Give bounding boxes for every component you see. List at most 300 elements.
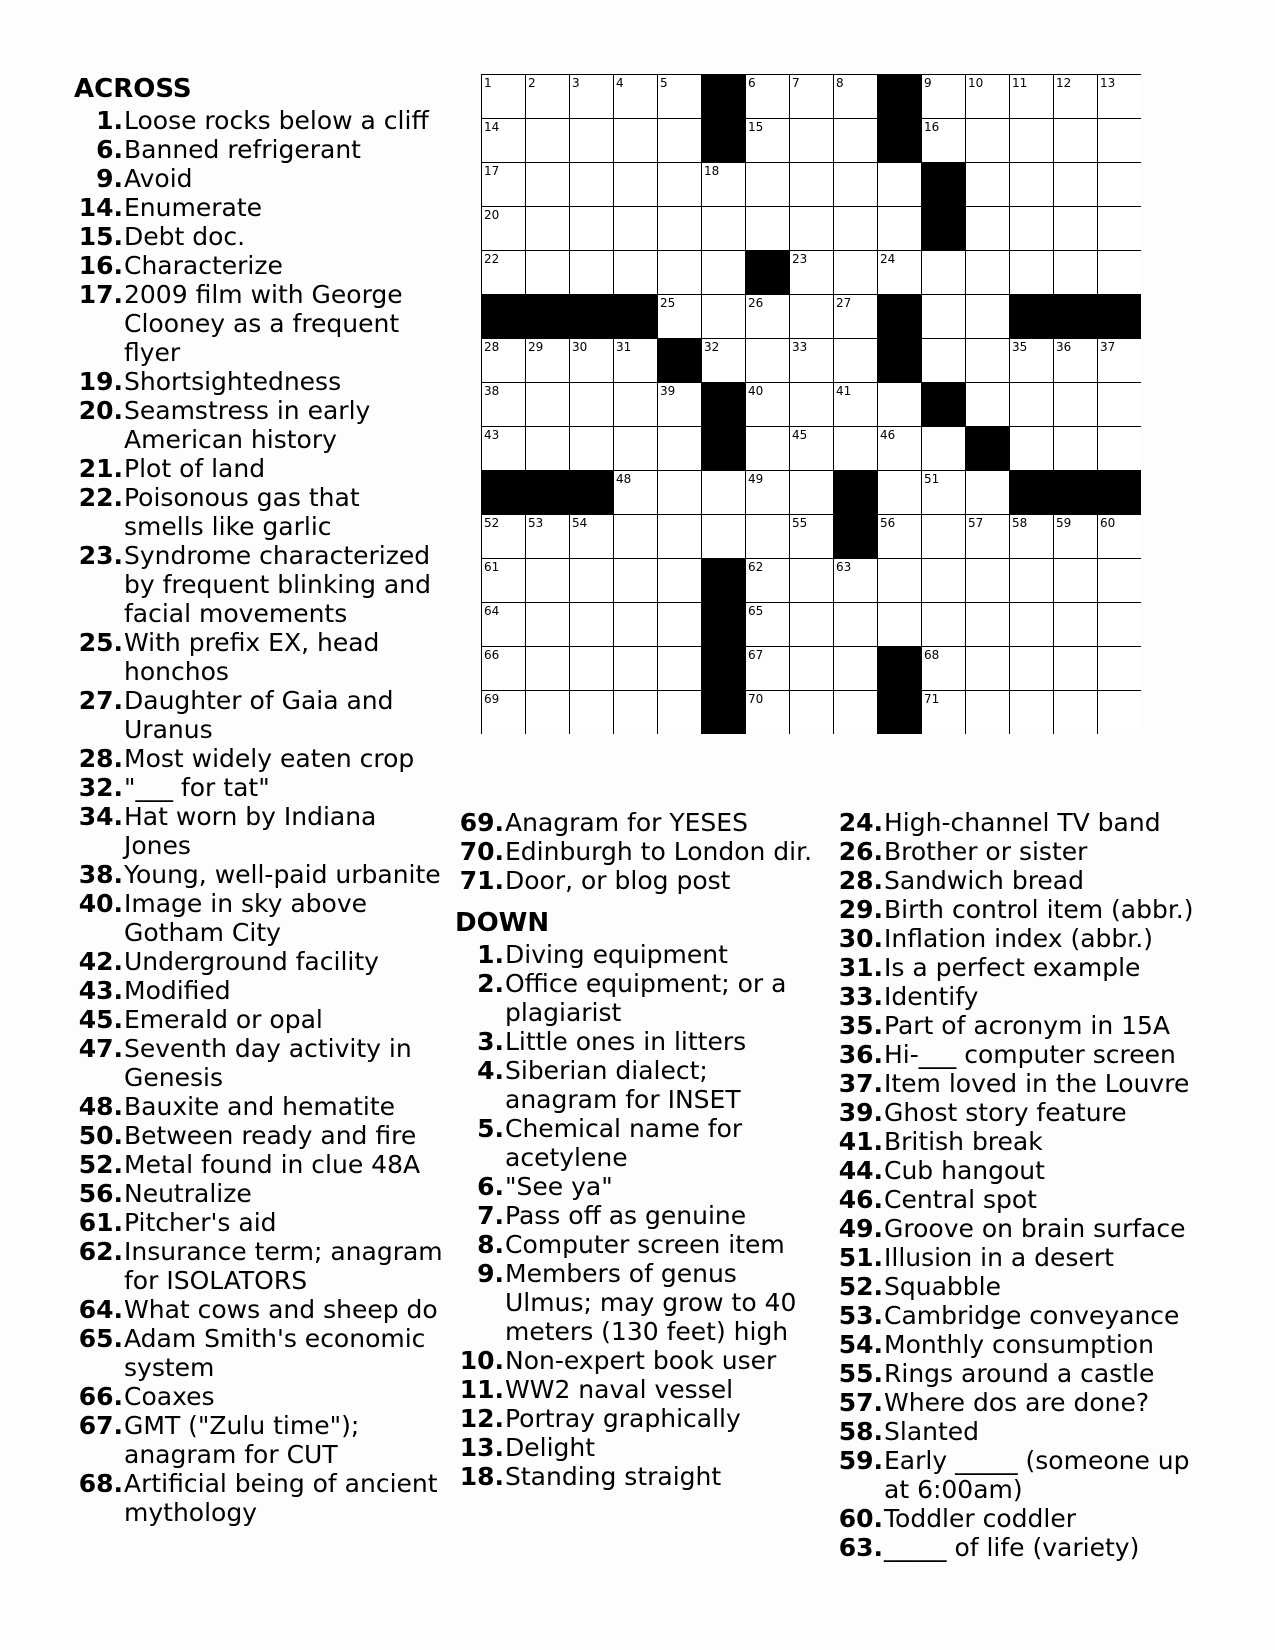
grid-cell[interactable] [614,251,658,295]
clue-number: 66. [78,1382,123,1411]
grid-cell[interactable] [658,515,702,559]
down-clue [834,1446,1204,1504]
across-clue [74,1411,446,1469]
grid-cell[interactable] [658,207,702,251]
grid-cell[interactable] [526,119,570,163]
clue-text: Daughter of Gaia and Uranus [124,686,394,744]
grid-cell[interactable] [1054,163,1098,207]
clue-number: 44. [838,1156,883,1185]
across-clue [74,1382,446,1411]
grid-cell[interactable] [746,163,790,207]
grid-cell[interactable] [614,427,658,471]
clue-number: 56. [78,1179,123,1208]
clue-number: 25. [78,628,123,657]
grid-cell[interactable] [1054,119,1098,163]
clue-number: 53. [838,1301,883,1330]
across-clue [74,1034,446,1092]
grid-cell[interactable] [614,691,658,735]
grid-cell[interactable] [790,163,834,207]
cell-number: 35 [1012,340,1028,354]
cell-number: 11 [1012,76,1028,90]
clue-number: 1. [96,106,123,135]
grid-cell[interactable] [658,427,702,471]
grid-cell[interactable] [614,119,658,163]
clue-text: Characterize [124,251,283,280]
down-clue [834,837,1204,866]
grid-cell[interactable] [526,559,570,603]
clue-number: 20. [78,396,123,425]
grid-cell[interactable] [1010,427,1054,471]
grid-block [526,471,570,515]
grid-block [702,75,746,119]
clue-text: Door, or blog post [505,866,731,895]
across-clue [74,889,446,947]
grid-cell[interactable] [614,207,658,251]
grid-cell[interactable] [702,471,746,515]
clue-number: 57. [838,1388,883,1417]
grid-cell[interactable] [614,163,658,207]
clue-text: Hat worn by Indiana Jones [124,802,377,860]
clue-number: 1. [477,940,504,969]
grid-cell[interactable] [746,339,790,383]
grid-cell[interactable] [834,163,878,207]
clue-text: Most widely eaten crop [124,744,415,773]
grid-cell[interactable] [702,515,746,559]
down-clue [455,1404,825,1433]
grid-cell[interactable] [966,339,1010,383]
clue-text: Portray graphically [505,1404,741,1433]
clue-number: 11. [459,1375,504,1404]
grid-cell[interactable] [922,251,966,295]
grid-cell[interactable] [570,207,614,251]
grid-cell[interactable] [1098,119,1142,163]
clue-number: 29. [838,895,883,924]
clue-text: Seventh day activity in Genesis [124,1034,412,1092]
clue-number: 13. [459,1433,504,1462]
grid-cell[interactable] [1010,647,1054,691]
grid-cell[interactable] [966,119,1010,163]
grid-block [834,515,878,559]
grid-cell[interactable] [658,471,702,515]
grid-cell[interactable] [834,251,878,295]
grid-cell[interactable] [1010,559,1054,603]
grid-cell[interactable] [966,647,1010,691]
cell-number: 22 [484,252,500,266]
across-clue [74,483,446,541]
grid-cell[interactable] [1054,647,1098,691]
clue-number: 63. [838,1533,883,1562]
clue-text: Standing straight [505,1462,722,1491]
cell-number: 49 [748,472,764,486]
cell-number: 30 [572,340,588,354]
grid-cell[interactable] [790,647,834,691]
grid-cell[interactable] [702,207,746,251]
down-clue [834,1417,1204,1446]
down-clue [455,1056,825,1114]
cell-number: 28 [484,340,500,354]
grid-block [658,339,702,383]
clue-number: 55. [838,1359,883,1388]
grid-block [878,691,922,735]
down-clue [834,1127,1204,1156]
grid-block [702,383,746,427]
cell-number: 32 [704,340,720,354]
grid-cell[interactable] [526,647,570,691]
clue-number: 52. [838,1272,883,1301]
clue-text: Part of acronym in 15A [884,1011,1171,1040]
down-clue [455,1346,825,1375]
grid-cell[interactable] [702,295,746,339]
clue-text: Brother or sister [884,837,1088,866]
across-clue [74,106,446,135]
grid-cell[interactable] [614,383,658,427]
grid-block [922,163,966,207]
cell-number: 26 [748,296,764,310]
down-clue [834,1330,1204,1359]
clue-number: 39. [838,1098,883,1127]
across-clue [74,251,446,280]
across-clue [74,193,446,222]
grid-cell[interactable] [570,383,614,427]
down-clue [455,1114,825,1172]
cell-number: 70 [748,692,764,706]
clue-text: Where dos are done? [884,1388,1150,1417]
grid-cell[interactable] [614,515,658,559]
clue-number: 36. [838,1040,883,1069]
grid-cell[interactable] [1098,559,1142,603]
down-clue [834,1359,1204,1388]
grid-cell[interactable] [570,559,614,603]
clue-text: Slanted [884,1417,980,1446]
grid-cell[interactable] [570,427,614,471]
clue-number: 16. [78,251,123,280]
grid-cell[interactable] [570,691,614,735]
grid-cell[interactable] [1010,691,1054,735]
grid-block [1098,471,1142,515]
grid-cell[interactable] [966,207,1010,251]
grid-cell[interactable] [922,559,966,603]
grid-cell[interactable] [922,295,966,339]
grid-cell[interactable] [1098,647,1142,691]
grid-cell[interactable] [658,691,702,735]
grid-block [482,295,526,339]
across-clue [74,1469,446,1527]
cell-number: 1 [484,76,492,90]
grid-cell[interactable] [966,251,1010,295]
grid-cell[interactable] [790,383,834,427]
grid-cell[interactable] [834,647,878,691]
clue-number: 38. [78,860,123,889]
grid-cell[interactable] [1054,691,1098,735]
grid-block [526,295,570,339]
grid-cell[interactable] [1054,427,1098,471]
grid-cell[interactable] [878,163,922,207]
grid-cell[interactable] [878,471,922,515]
cell-number: 63 [836,560,852,574]
grid-cell[interactable] [790,691,834,735]
grid-block [1054,295,1098,339]
grid-cell[interactable] [614,559,658,603]
grid-cell[interactable] [658,251,702,295]
across-clue [74,135,446,164]
grid-cell[interactable] [922,339,966,383]
grid-cell[interactable] [834,339,878,383]
grid-cell[interactable] [526,691,570,735]
grid-block [878,647,922,691]
across-clue [74,686,446,744]
grid-cell[interactable] [966,163,1010,207]
clue-text: Item loved in the Louvre [884,1069,1190,1098]
grid-block [614,295,658,339]
grid-cell[interactable] [570,647,614,691]
cell-number: 52 [484,516,500,530]
grid-cell[interactable] [702,251,746,295]
grid-cell[interactable] [834,119,878,163]
clue-text: Artificial being of ancient mythology [124,1469,438,1527]
clue-text: Birth control item (abbr.) [884,895,1194,924]
cell-number: 6 [748,76,756,90]
grid-cell[interactable] [570,163,614,207]
down-heading: DOWN [455,908,550,938]
clue-text: Insurance term; anagram for ISOLATORS [124,1237,443,1295]
clue-number: 50. [78,1121,123,1150]
grid-cell[interactable] [1098,251,1142,295]
grid-cell[interactable] [746,515,790,559]
grid-block [570,471,614,515]
cell-number: 48 [616,472,632,486]
grid-block [966,427,1010,471]
across-clue [74,1179,446,1208]
clue-number: 40. [78,889,123,918]
grid-cell[interactable] [878,383,922,427]
clue-number: 12. [459,1404,504,1433]
clue-number: 69. [459,808,504,837]
grid-cell[interactable] [526,427,570,471]
clue-text: Plot of land [124,454,266,483]
across-clue [74,1092,446,1121]
grid-cell[interactable] [570,603,614,647]
grid-cell[interactable] [1010,383,1054,427]
across-clue [74,1005,446,1034]
cell-number: 59 [1056,516,1072,530]
grid-cell[interactable] [746,207,790,251]
clue-text: Image in sky above Gotham City [124,889,367,947]
grid-cell[interactable] [1054,251,1098,295]
cell-number: 43 [484,428,500,442]
cell-number: 18 [704,164,720,178]
cell-number: 58 [1012,516,1028,530]
grid-cell[interactable] [1010,163,1054,207]
clue-number: 6. [477,1172,504,1201]
clue-number: 2. [477,969,504,998]
cell-number: 20 [484,208,500,222]
grid-cell[interactable] [966,691,1010,735]
grid-cell[interactable] [922,515,966,559]
grid-cell[interactable] [570,251,614,295]
cell-number: 69 [484,692,500,706]
grid-cell[interactable] [746,427,790,471]
across-heading: ACROSS [74,74,192,104]
down-clue [834,1533,1204,1562]
clue-number: 7. [477,1201,504,1230]
down-clue [834,1040,1204,1069]
down-clue [834,953,1204,982]
grid-cell[interactable] [526,251,570,295]
down-clue [834,808,1204,837]
grid-cell[interactable] [658,559,702,603]
clue-text: Banned refrigerant [124,135,361,164]
clue-number: 27. [78,686,123,715]
clue-text: Seamstress in early American history [124,396,371,454]
grid-cell[interactable] [966,295,1010,339]
clue-text: Edinburgh to London dir. [505,837,813,866]
clue-text: Modified [124,976,231,1005]
across-clue [74,1324,446,1382]
grid-cell[interactable] [790,559,834,603]
clue-text: Diving equipment [505,940,728,969]
grid-cell[interactable] [1098,163,1142,207]
clue-number: 42. [78,947,123,976]
clue-number: 33. [838,982,883,1011]
grid-cell[interactable] [526,383,570,427]
down-clue [455,1259,825,1346]
grid-cell[interactable] [1010,603,1054,647]
clue-text: Non-expert book user [505,1346,777,1375]
clue-number: 28. [78,744,123,773]
grid-cell[interactable] [966,471,1010,515]
clue-number: 19. [78,367,123,396]
grid-cell[interactable] [966,559,1010,603]
grid-cell[interactable] [834,207,878,251]
grid-cell[interactable] [790,295,834,339]
grid-cell[interactable] [834,691,878,735]
down-clue [834,1214,1204,1243]
grid-cell[interactable] [1098,383,1142,427]
grid-cell[interactable] [526,163,570,207]
cell-number: 67 [748,648,764,662]
grid-cell[interactable] [790,603,834,647]
clue-number: 60. [838,1504,883,1533]
down-clue-list-continued [834,808,1204,1562]
clue-text: Central spot [884,1185,1037,1214]
cell-number: 64 [484,604,500,618]
across-clue [74,1121,446,1150]
cell-number: 13 [1100,76,1116,90]
cell-number: 65 [748,604,764,618]
clue-text: Young, well-paid urbanite [124,860,441,889]
grid-cell[interactable] [658,119,702,163]
clue-text: Cambridge conveyance [884,1301,1180,1330]
across-clue [74,947,446,976]
grid-cell[interactable] [922,603,966,647]
grid-cell[interactable] [1054,383,1098,427]
grid-block [702,119,746,163]
grid-cell[interactable] [878,603,922,647]
down-clue [834,1098,1204,1127]
clue-number: 58. [838,1417,883,1446]
grid-cell[interactable] [614,603,658,647]
grid-cell[interactable] [570,119,614,163]
cell-number: 7 [792,76,800,90]
grid-cell[interactable] [526,207,570,251]
down-clue [834,1388,1204,1417]
grid-cell[interactable] [966,383,1010,427]
clue-text: Between ready and fire [124,1121,417,1150]
grid-cell[interactable] [790,119,834,163]
clue-text: Siberian dialect; anagram for INSET [505,1056,741,1114]
cell-number: 16 [924,120,940,134]
grid-cell[interactable] [1098,427,1142,471]
grid-cell[interactable] [922,427,966,471]
clue-number: 6. [96,135,123,164]
across-clue [74,1208,446,1237]
grid-cell[interactable] [614,647,658,691]
clue-text: Shortsightedness [124,367,342,396]
clue-text: Squabble [884,1272,1001,1301]
clue-number: 67. [78,1411,123,1440]
grid-cell[interactable] [834,427,878,471]
cell-number: 24 [880,252,896,266]
cell-number: 23 [792,252,808,266]
grid-block [1054,471,1098,515]
grid-block [834,471,878,515]
grid-cell[interactable] [1054,207,1098,251]
grid-cell[interactable] [790,471,834,515]
grid-cell[interactable] [966,603,1010,647]
grid-cell[interactable] [1010,207,1054,251]
grid-cell[interactable] [878,207,922,251]
middle-clues-column [455,808,825,1491]
grid-cell[interactable] [658,603,702,647]
grid-block [1010,471,1054,515]
clue-text: Coaxes [124,1382,215,1411]
grid-cell[interactable] [658,163,702,207]
grid-cell[interactable] [1098,691,1142,735]
grid-cell[interactable] [1054,559,1098,603]
clue-number: 21. [78,454,123,483]
clue-text: "See ya" [505,1172,613,1201]
grid-block [702,691,746,735]
clue-number: 34. [78,802,123,831]
clue-text: Enumerate [124,193,263,222]
grid-block [878,75,922,119]
grid-cell[interactable] [1098,207,1142,251]
grid-cell[interactable] [658,647,702,691]
clue-text: Monthly consumption [884,1330,1154,1359]
grid-block [570,295,614,339]
clue-text: Poisonous gas that smells like garlic [124,483,360,541]
grid-cell[interactable] [878,559,922,603]
grid-cell[interactable] [1010,119,1054,163]
cell-number: 41 [836,384,852,398]
clue-number: 37. [838,1069,883,1098]
grid-cell[interactable] [526,603,570,647]
grid-cell[interactable] [1010,251,1054,295]
clue-number: 8. [477,1230,504,1259]
grid-cell[interactable] [790,207,834,251]
grid-cell[interactable] [1054,603,1098,647]
crossword-grid[interactable] [481,74,1141,734]
grid-cell[interactable] [834,603,878,647]
cell-number: 17 [484,164,500,178]
cell-number: 66 [484,648,500,662]
across-clue [74,773,446,802]
grid-cell[interactable] [1098,603,1142,647]
clue-text: Computer screen item [505,1230,785,1259]
cell-number: 54 [572,516,588,530]
clue-number: 35. [838,1011,883,1040]
down-clue [834,1301,1204,1330]
